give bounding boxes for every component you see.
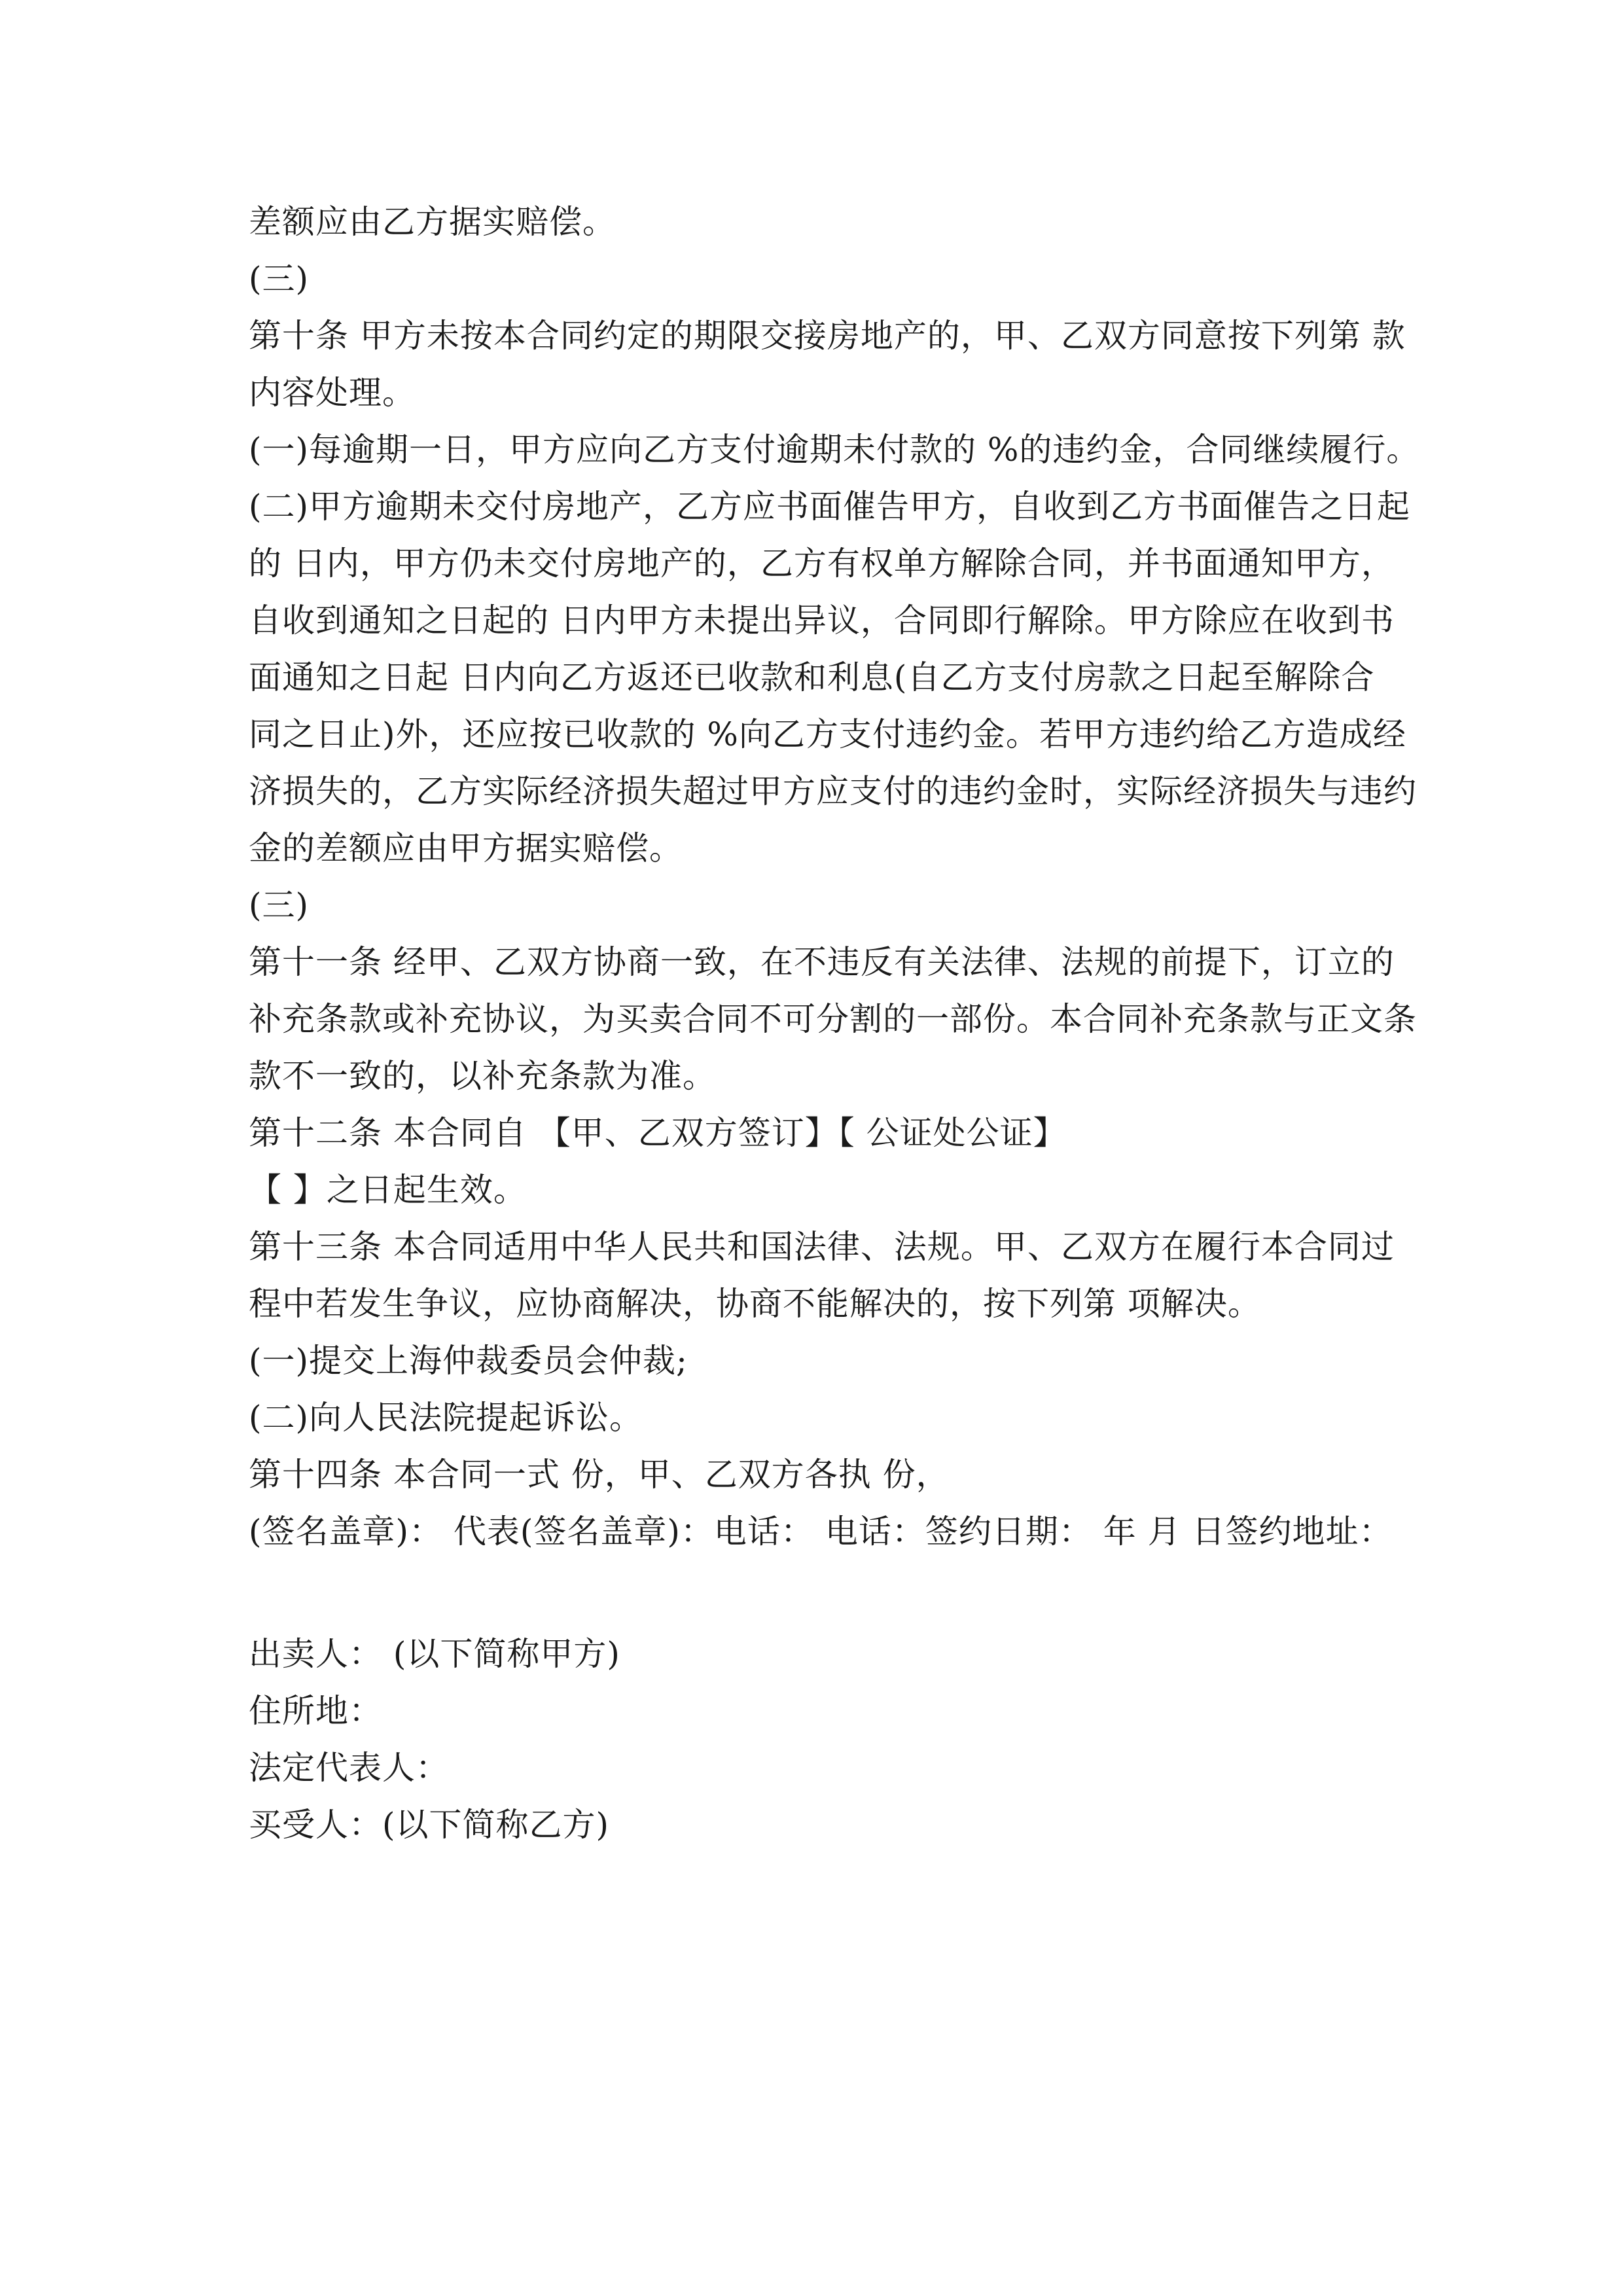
paragraph-line: 程中若发生争议，应协商解决，协商不能解决的，按下列第 项解决。 — [249, 1285, 1261, 1323]
paragraph-line: 的 日内，甲方仍未交付房地产的，乙方有权单方解除合同，并书面通知甲方， — [249, 545, 1395, 583]
paragraph-line: (一)提交上海仲裁委员会仲裁; — [249, 1342, 688, 1380]
paragraph-line: (一)每逾期一日，甲方应向乙方支付逾期未付款的 %的违约金，合同继续履行。 — [249, 431, 1420, 469]
paragraph-line: 内容处理。 — [249, 374, 416, 412]
paragraph-line: (二)甲方逾期未交付房地产，乙方应书面催告甲方，自收到乙方书面催告之日起 — [249, 488, 1411, 526]
paragraph-line: (二)向人民法院提起诉讼。 — [249, 1399, 643, 1437]
domicile-line: 住所地： — [249, 1692, 382, 1730]
paragraph-line: 济损失的，乙方实际经济损失超过甲方应支付的违约金时，实际经济损失与违约 — [249, 772, 1417, 810]
article-11-line: 第十一条 经甲、乙双方协商一致，在不违反有关法律、法规的前提下，订立的 — [249, 943, 1395, 981]
paragraph-line: (三) — [249, 886, 310, 924]
paragraph-line: 金的差额应由甲方据实赔偿。 — [249, 829, 683, 867]
paragraph-line: 面通知之日起 日内向乙方返还已收款和利息(自乙方支付房款之日起至解除合 — [249, 658, 1375, 696]
legal-representative-line: 法定代表人： — [249, 1749, 449, 1787]
article-13-line: 第十三条 本合同适用中华人民共和国法律、法规。甲、乙双方在履行本合同过 — [249, 1228, 1395, 1266]
paragraph-line: 款不一致的，以补充条款为准。 — [249, 1057, 716, 1095]
article-12-line: 第十二条 本合同自 【甲、乙双方签订】【 公证处公证】 — [249, 1114, 1067, 1152]
paragraph-line: 同之日止)外，还应按已收款的 %向乙方支付违约金。若甲方违约给乙方造成经 — [249, 715, 1406, 753]
section-gap — [249, 1560, 1400, 1626]
seller-line: 出卖人： (以下简称甲方) — [249, 1635, 620, 1673]
paragraph-line: 自收到通知之日起的 日内甲方未提出异议，合同即行解除。甲方除应在收到书 — [249, 601, 1395, 639]
paragraph-line: (三) — [249, 260, 310, 298]
signature-line: (签名盖章)： 代表(签名盖章)：电话： 电话：签约日期： 年 月 日签约地址： — [249, 1513, 1393, 1551]
buyer-line: 买受人：(以下简称乙方) — [249, 1806, 610, 1844]
paragraph-line: 【 】之日起生效。 — [249, 1171, 527, 1209]
article-10-line: 第十条 甲方未按本合同约定的期限交接房地产的，甲、乙双方同意按下列第 款 — [249, 317, 1406, 355]
article-14-line: 第十四条 本合同一式 份，甲、乙双方各执 份， — [249, 1456, 950, 1494]
paragraph-line: 差额应由乙方据实赔偿。 — [249, 203, 616, 241]
contract-body — [249, 194, 1420, 1854]
paragraph-line: 补充条款或补充协议，为买卖合同不可分割的一部份。本合同补充条款与正文条 — [249, 1000, 1417, 1038]
